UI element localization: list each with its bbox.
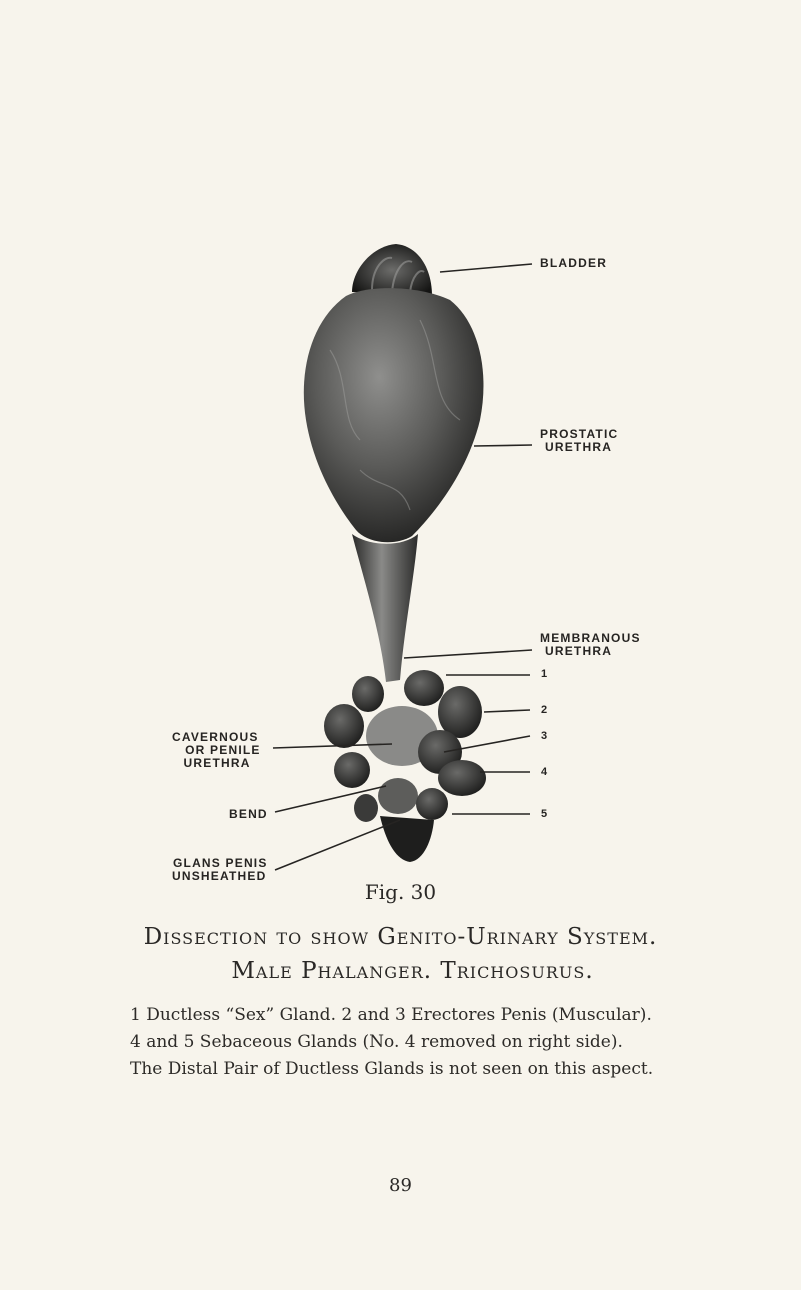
legend-paragraph — [130, 1002, 710, 1083]
label-cavernous-urethra: CAVERNOUS OR PENILE URETHRA — [172, 730, 261, 770]
label-glans-penis: GLANS PENIS UNSHEATHED — [172, 856, 268, 883]
label-membranous-urethra: MEMBRANOUS URETHRA — [540, 631, 641, 658]
label-number-5: 5 — [541, 808, 549, 820]
legend-line-2: 4 and 5 Sebaceous Glands (No. 4 removed on right side). — [130, 1032, 623, 1052]
label-prostatic-urethra: PROSTATIC URETHRA — [540, 427, 619, 454]
figure-caption: Fig. 30 — [364, 880, 437, 904]
label-number-1: 1 — [541, 668, 549, 680]
page-number: 89 — [389, 1175, 412, 1196]
gland-cluster-shape — [324, 670, 486, 862]
title-line-2: Male Phalanger. Trichosurus. — [231, 958, 594, 984]
label-number-3: 3 — [541, 730, 549, 742]
label-number-2: 2 — [541, 704, 549, 716]
label-bend: BEND — [229, 807, 268, 821]
title-line-1: Dissection to show Genito-Urinary System. — [143, 924, 658, 950]
label-bladder: BLADDER — [540, 256, 608, 270]
legend-line-3: The Distal Pair of Ductless Glands is not seen on this aspect. — [130, 1059, 654, 1079]
label-number-4: 4 — [541, 766, 549, 778]
legend-line-1: 1 Ductless “Sex” Gland. 2 and 3 Erectores Penis (Muscular). — [130, 1005, 652, 1025]
urethra-neck-shape — [352, 534, 418, 682]
bladder-body-shape — [304, 288, 484, 542]
